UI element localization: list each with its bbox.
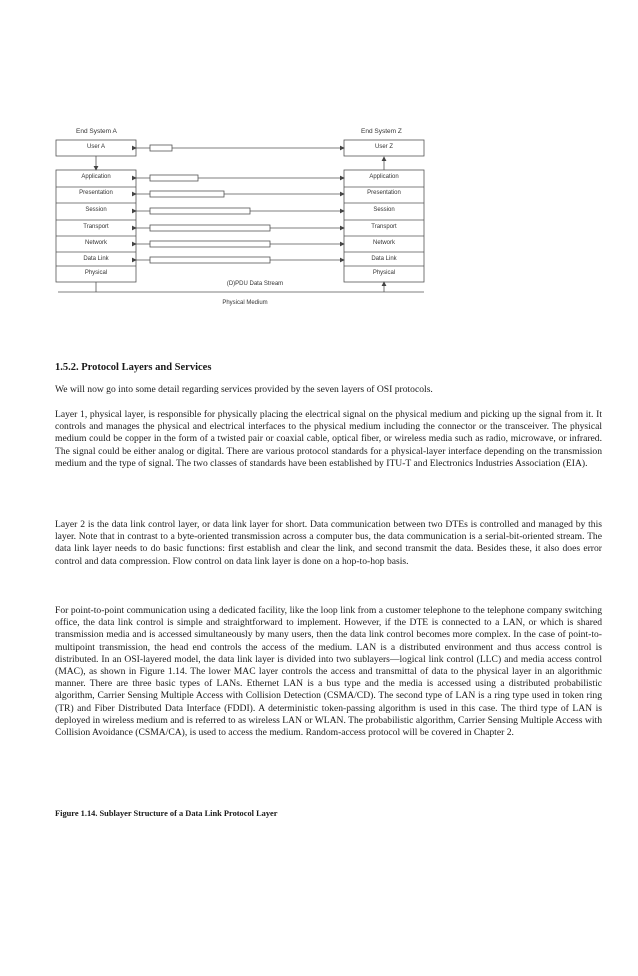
physical-medium-label: Physical Medium [222, 300, 268, 306]
left-layer-data-link: Data Link [83, 256, 109, 262]
right-layer-presentation: Presentation [367, 190, 401, 196]
right-layer-session: Session [373, 207, 395, 213]
left-layer-physical: Physical [84, 270, 108, 276]
pdu-block [150, 208, 250, 214]
right-layer-network: Network [372, 240, 395, 246]
paragraph-intro: We will now go into some detail regarding services provided by the seven layers of OSI protocols. [55, 384, 433, 395]
pdu-block [150, 191, 224, 197]
pdu-stream-label: (D)PDU Data Stream [226, 281, 284, 287]
right-layer-transport: Transport [371, 224, 397, 230]
left-layer-application: Application [81, 174, 111, 180]
left-layer-transport: Transport [83, 224, 109, 230]
left-layer-user: User A [86, 144, 105, 150]
pdu-block [150, 145, 172, 151]
end-system-z-label: End System Z [361, 128, 402, 135]
right-layer-data-link: Data Link [371, 256, 397, 262]
pdu-block [150, 225, 270, 231]
paragraph-layer-1: Layer 1, physical layer, is responsible for physically placing the electrical signal on the physical medium and picking up the signal from it. It controls and manages the physical and electrical interfaces to the physical medium including the connector or the transceiver. The physical medium could be copper in the form of a twisted pair or coaxial cable, optical fiber, or wireless media such as radio, microwave, or infrared. The signal could be either analog or digital. There are various protocol standards for a physical-layer interface depending on the transmission medium and the type of signal. The two classes of standards have been established by ITU-T and Electronics Industries Association (EIA). [55, 409, 602, 469]
end-system-a-label: End System A [76, 128, 117, 135]
pdu-block [150, 175, 198, 181]
right-layer-physical: Physical [372, 270, 396, 276]
section-heading: 1.5.2. Protocol Layers and Services [55, 362, 212, 373]
pdu-block [150, 257, 270, 263]
right-layer-user: User Z [375, 144, 393, 150]
pdu-block [150, 241, 270, 247]
right-layer-application: Application [369, 174, 399, 180]
left-layer-session: Session [85, 207, 107, 213]
left-layer-presentation: Presentation [79, 190, 113, 196]
figure-caption: Figure 1.14. Sublayer Structure of a Data Link Protocol Layer [55, 809, 278, 818]
paragraph-point-to-point: For point-to-point communication using a dedicated facility, like the loop link from a customer telephone to the telephone company switching office, the data link control is simple and straightforward to implement. However, if the DTE is connected to a LAN, or which is shared transmission media and is accessed simultaneously by many users, then the data link control becomes more complex. In the case of point-to-multipoint transmission, the head end controls the access of the medium. LAN is a distributed environment and thus access control is distributed. In an OSI-layered model, the data link layer is divided into two sublayers—logical link control (LLC) and media access control (MAC), as shown in Figure 1.14. The lower MAC layer controls the access and transmittal of data to the physical layer in an algorithmic manner. There are three basic types of LANs. Ethernet LAN is a bus type and the media is accessed using a distributed probabilistic algorithm, Carrier Sensing Multiple Access with Collision Detection (CSMA/CD). The second type of LAN is a ring type used in token ring (TR) and Fiber Distributed Data Interface (FDDI). A deterministic token-passing algorithm is used in this case. The third type of LAN is deployed in wireless medium and is referred to as wireless LAN or WLAN. The probabilistic algorithm, Carrier Sensing Multiple Access with Collision Avoidance (CSMA/CA), is used to access the medium. Random-access protocol will be covered in Chapter 2. [55, 605, 602, 739]
left-layer-network: Network [84, 240, 107, 246]
paragraph-layer-2: Layer 2 is the data link control layer, or data link layer for short. Data communication between two DTEs is controlled and managed by this layer. Note that in contrast to a byte-oriented transmission across a computer bus, the data communication is a serial-bit-oriented stream. The data link layer needs to do basic functions: first establish and clear the link, and second transmit the data. Besides these, it also does error control and data compression. Flow control on data link layer is done on a hop-to-hop basis. [55, 519, 602, 567]
